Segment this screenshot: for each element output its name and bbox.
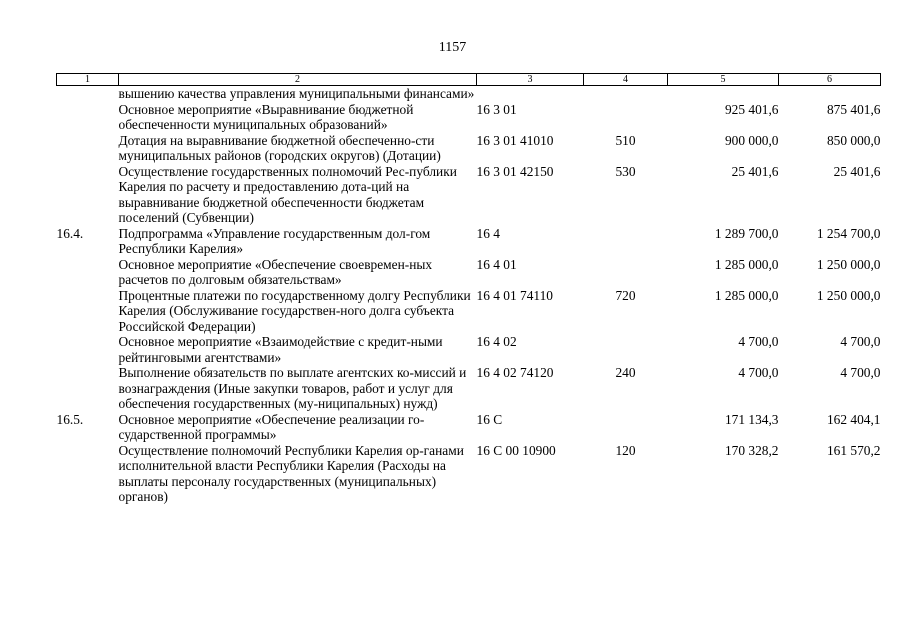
header-row [57, 74, 881, 86]
row-amount-2: 875 401,6 [826, 101, 881, 117]
row-name: Осуществление полномочий Республики Карелия ор-ганами исполнительной власти Республики Карелия (Расходы на выплаты персоналу государственных (муниципальных) органов) [118, 442, 464, 504]
table-row [57, 288, 881, 335]
row-expense-type [584, 334, 668, 365]
row-number [57, 86, 119, 102]
table-row [57, 257, 881, 288]
row-expense-type: 120 [615, 442, 636, 458]
table-body [57, 86, 881, 505]
row-code: 16 3 01 41010 [476, 132, 554, 148]
row-amount-2: 161 570,2 [826, 442, 881, 458]
row-amount-1: 1 285 000,0 [714, 287, 779, 303]
table-row [57, 226, 881, 257]
row-expense-type: 720 [615, 287, 636, 303]
row-name: Основное мероприятие «Взаимодействие с кредит-ными рейтинговыми агентствами» [118, 334, 443, 365]
row-amount-2: 1 250 000,0 [816, 256, 881, 272]
row-number [57, 443, 119, 505]
row-amount-1: 900 000,0 [724, 132, 779, 148]
row-expense-type: 510 [615, 132, 636, 148]
row-expense-type: 240 [615, 365, 636, 380]
column-header-5: 5 [668, 74, 779, 86]
column-header-2: 2 [119, 74, 477, 86]
table-header [57, 74, 881, 86]
row-expense-type [584, 412, 668, 443]
row-code: 16 4 01 [476, 256, 517, 272]
row-code: 16 С [476, 411, 503, 427]
row-code: 16 4 [476, 225, 500, 241]
column-header-6: 6 [779, 74, 881, 86]
row-name: Выполнение обязательств по выплате агентских ко-миссий и вознаграждения (Иные закупки товаров, работ и услуг для обеспечения государственных (му-ниципальных) нужд) [118, 365, 467, 411]
row-number: 16.4. [56, 225, 84, 241]
row-amount-1: 25 401,6 [731, 163, 779, 179]
row-amount-1 [668, 86, 779, 102]
row-expense-type [584, 86, 668, 102]
row-number [57, 102, 119, 133]
row-amount-1: 1 285 000,0 [714, 256, 779, 272]
budget-table [56, 73, 881, 505]
row-expense-type [584, 226, 668, 257]
table-row [57, 164, 881, 226]
row-name: Основное мероприятие «Обеспечение своевремен-ных расчетов по долговым обязательствам» [118, 256, 433, 287]
row-name: Осуществление государственных полномочий Рес-публики Карелия по расчету и предоставлению дота-ций на выравнивание бюджетной обеспеченности бюджетам поселений (Субвенции) [118, 163, 457, 225]
table-row [57, 443, 881, 505]
row-amount-1: 170 328,2 [724, 442, 779, 458]
row-amount-1: 4 700,0 [738, 365, 779, 380]
table-row [57, 365, 881, 412]
row-amount-2 [779, 86, 881, 102]
row-amount-1: 171 134,3 [724, 411, 779, 427]
table-row [57, 86, 881, 102]
row-amount-2: 4 700,0 [840, 334, 881, 349]
row-amount-2: 1 250 000,0 [816, 287, 881, 303]
row-amount-1: 1 289 700,0 [714, 225, 779, 241]
row-code: 16 4 01 74110 [476, 287, 553, 303]
row-number: 16.5. [56, 411, 84, 427]
table-row [57, 102, 881, 133]
row-expense-type [584, 102, 668, 133]
row-code: 16 4 02 74120 [476, 365, 554, 380]
row-code: 16 3 01 [476, 101, 517, 117]
row-amount-2: 4 700,0 [840, 365, 881, 380]
row-code [477, 86, 584, 102]
table-row [57, 334, 881, 365]
row-number [57, 365, 119, 412]
row-name: Процентные платежи по государственному долгу Республики Карелия (Обслуживание государствен-ного долга субъекта Российской Федерации) [118, 287, 471, 334]
row-amount-1: 925 401,6 [724, 101, 779, 117]
row-number [57, 164, 119, 226]
column-header-4: 4 [584, 74, 668, 86]
row-name: Основное мероприятие «Выравнивание бюджетной обеспеченности муниципальных образований» [118, 101, 414, 132]
row-expense-type [584, 257, 668, 288]
row-amount-2: 1 254 700,0 [816, 225, 881, 241]
row-name: Дотация на выравнивание бюджетной обеспеченно-сти муниципальных районов (городских округов) (Дотации) [118, 132, 441, 163]
row-amount-2: 850 000,0 [826, 132, 881, 148]
row-amount-1: 4 700,0 [738, 334, 779, 349]
row-name: Основное мероприятие «Обеспечение реализации го-сударственной программы» [118, 411, 425, 442]
column-header-1: 1 [57, 74, 119, 86]
row-code: 16 С 00 10900 [476, 442, 556, 458]
row-number [57, 133, 119, 164]
row-number [57, 257, 119, 288]
row-number [57, 334, 119, 365]
row-amount-2: 25 401,6 [833, 163, 881, 179]
table-row [57, 412, 881, 443]
row-expense-type: 530 [615, 163, 636, 179]
row-name: вышению качества управления муниципальными финансами» [118, 86, 475, 101]
row-name: Подпрограмма «Управление государственным дол-гом Республики Карелия» [118, 225, 431, 256]
row-amount-2: 162 404,1 [826, 411, 881, 427]
table-row [57, 133, 881, 164]
column-header-3: 3 [477, 74, 584, 86]
row-code: 16 3 01 42150 [476, 163, 554, 179]
row-code: 16 4 02 [476, 334, 517, 349]
page-number: 1157 [438, 40, 467, 55]
row-number [57, 288, 119, 335]
